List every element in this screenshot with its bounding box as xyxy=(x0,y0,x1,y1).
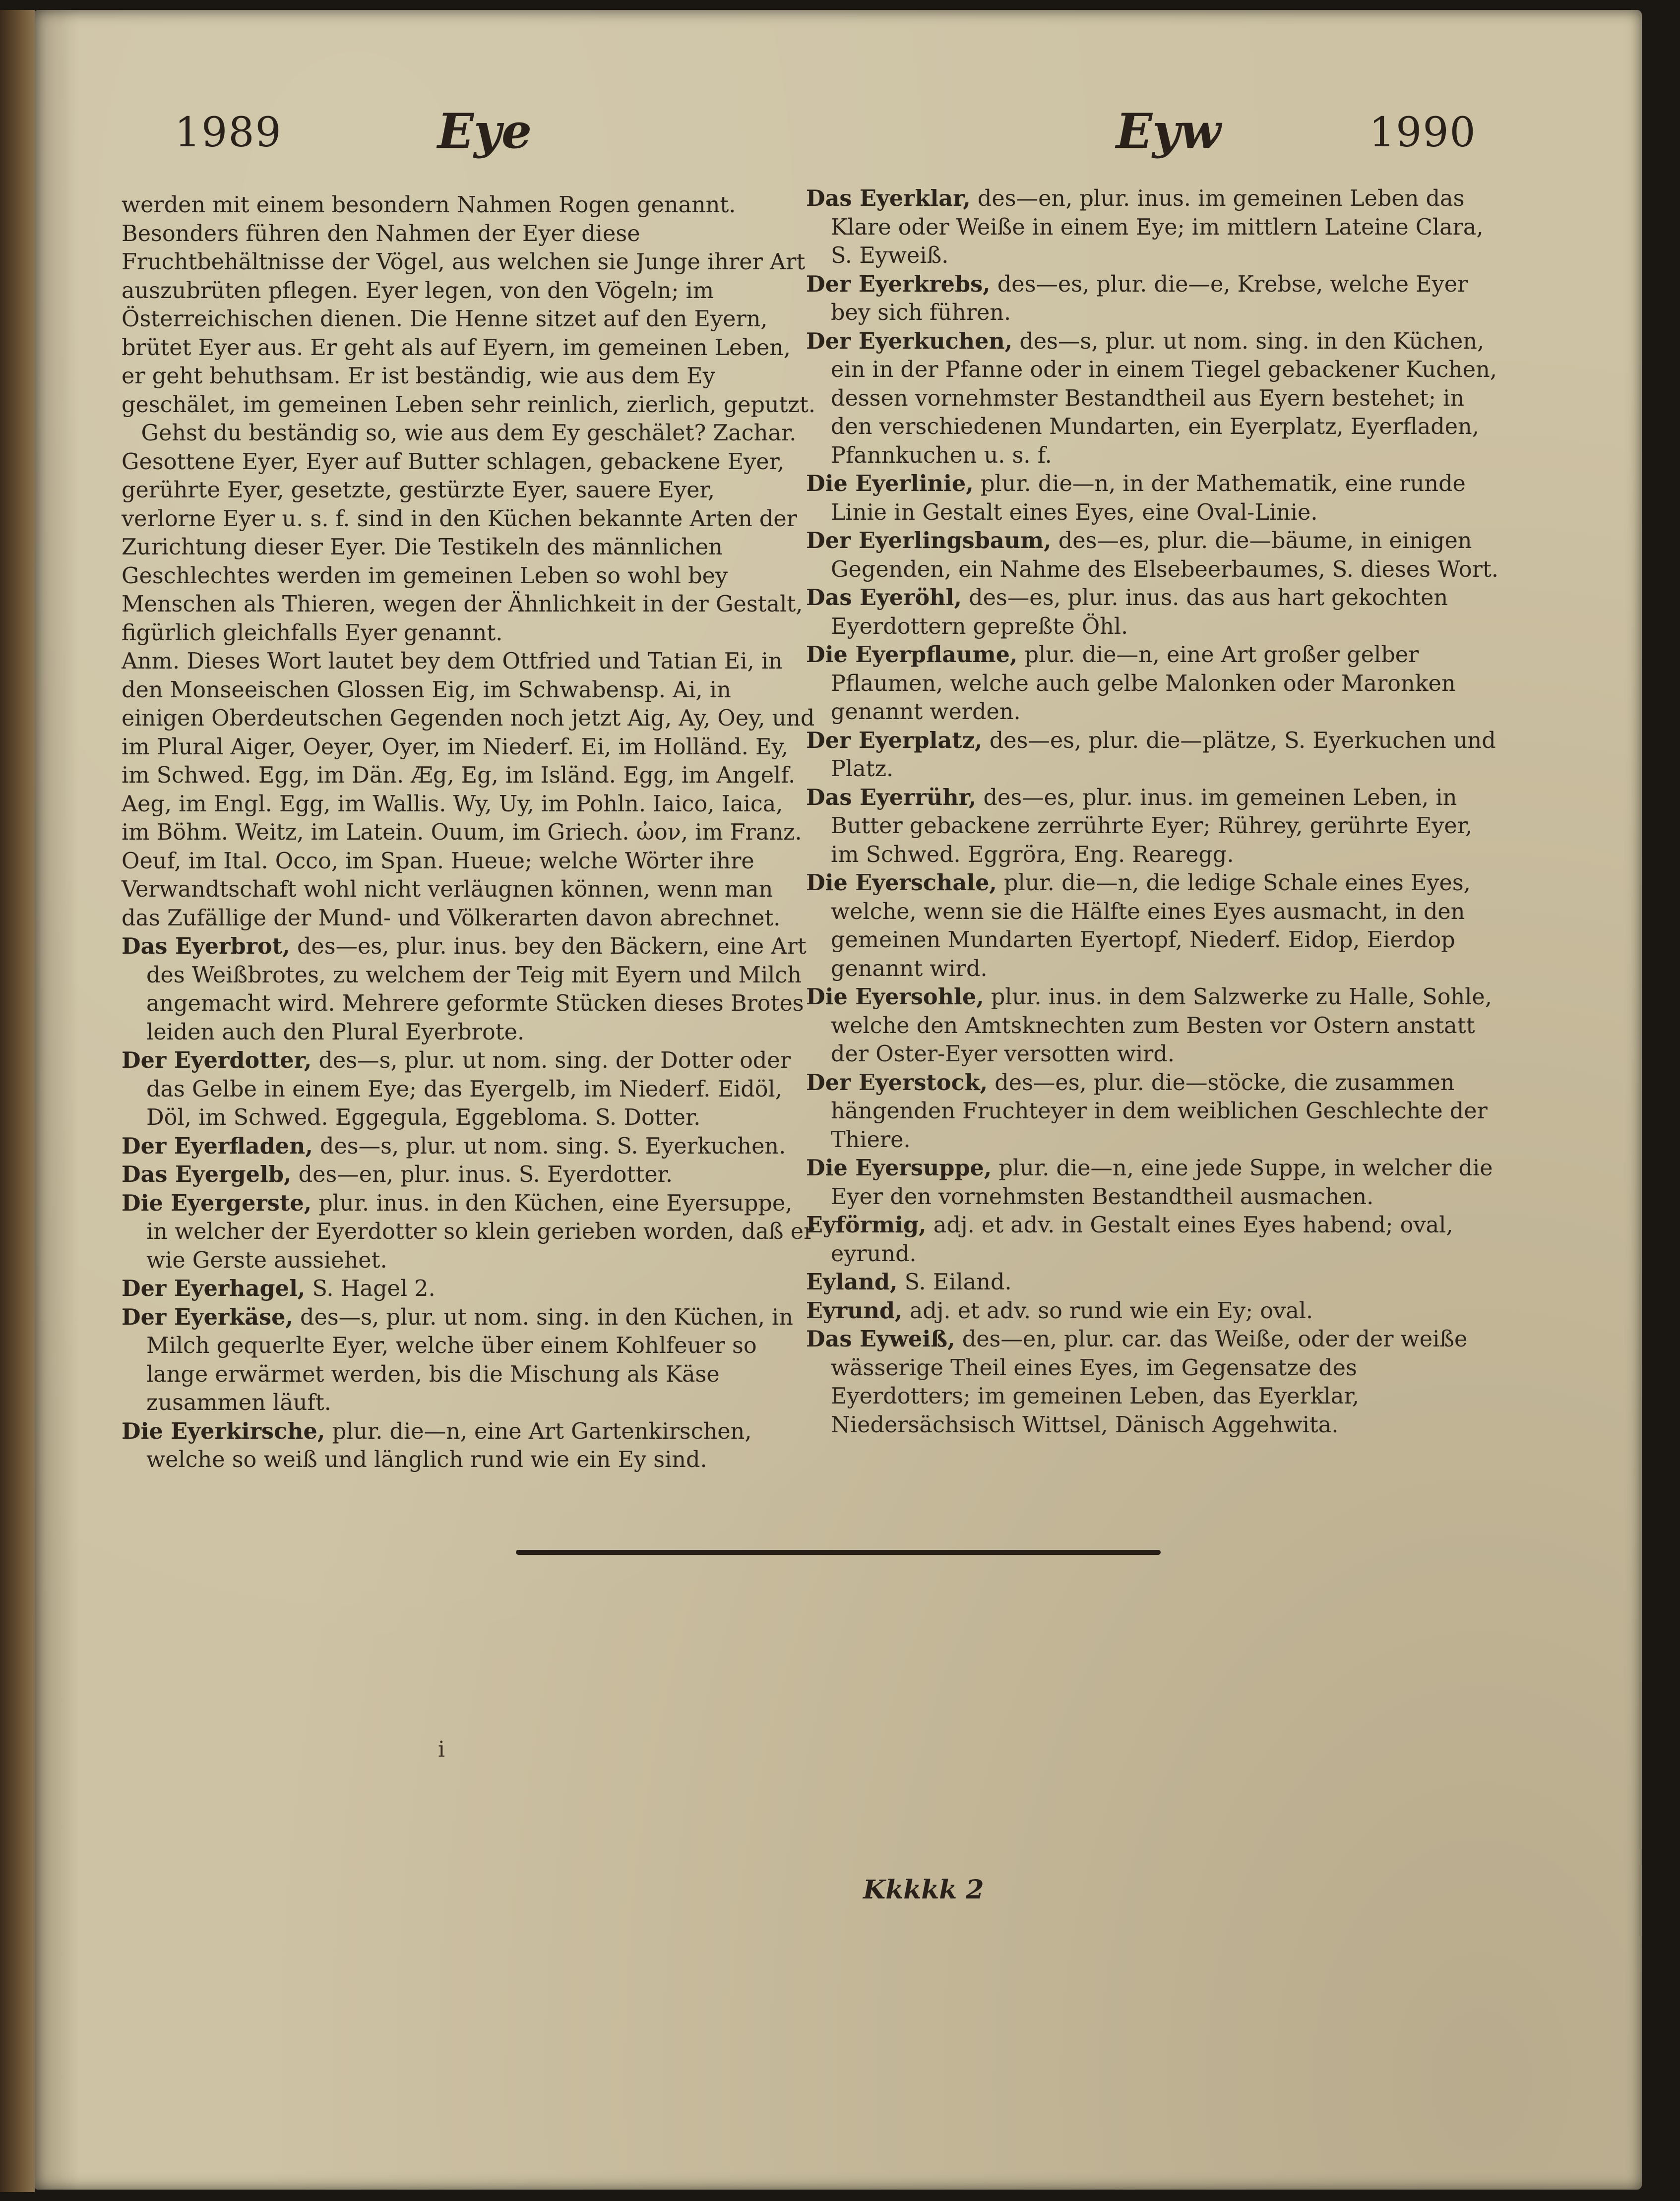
dictionary-entry xyxy=(806,1211,1500,1268)
entry-headword: Das Eyweiß, xyxy=(806,1326,955,1352)
book-page xyxy=(35,10,1642,2190)
dictionary-entry xyxy=(806,1069,1500,1155)
right-column xyxy=(806,184,1500,1439)
entry-definition: plur. die—n, eine Art Gartenkirschen, welche so weiß und länglich rund wie ein Ey sind. xyxy=(146,1418,752,1472)
entry-headword: Das Eyerbrot, xyxy=(122,933,290,959)
dictionary-entry xyxy=(806,641,1500,727)
entry-definition: plur. inus. in dem Salzwerke zu Halle, Sohle, welche den Amtsknechten zum Besten vor Ostern anstatt der Oster-Eyer versotten wird. xyxy=(831,984,1492,1067)
dictionary-entry xyxy=(806,784,1500,869)
entry-headword: Der Eyerstock, xyxy=(806,1069,988,1096)
entry-definition: des—es, plur. die—e, Krebse, welche Eyer bey sich führen. xyxy=(831,271,1468,325)
left-column xyxy=(122,191,816,1474)
entry-headword: Der Eyerplatz, xyxy=(806,727,983,753)
entry-headword: Der Eyerlingsbaum, xyxy=(806,528,1052,553)
dictionary-entry xyxy=(806,270,1500,327)
entry-headword: Der Eyerkrebs, xyxy=(806,271,991,297)
entry-definition: adj. et adv. so rund wie ein Ey; oval. xyxy=(902,1298,1313,1324)
entry-definition: S. Eiland. xyxy=(897,1270,1012,1295)
entry-definition: des—en, plur. inus. S. Eyerdotter. xyxy=(291,1162,673,1187)
entry-headword: Der Eyerkäse, xyxy=(122,1304,293,1330)
dictionary-entry xyxy=(806,470,1500,527)
dictionary-entry xyxy=(806,727,1500,784)
section-divider xyxy=(516,1550,1161,1555)
entry-definition: des—es, plur. inus. bey den Bäckern, eine Art des Weißbrotes, zu welchem der Teig mit Eyern und Milch angemacht wird. Mehrere geformte Stücken dieses Brotes leiden auch den Plural Eyerbrote. xyxy=(146,934,807,1045)
entry-headword: Der Eyerhagel, xyxy=(122,1276,306,1301)
entry-definition: S. Hagel 2. xyxy=(305,1276,436,1301)
entry-headword: Das Eyeröhl, xyxy=(806,585,962,611)
entry-definition: adj. et adv. in Gestalt eines Eyes habend; oval, eyrund. xyxy=(831,1213,1453,1267)
dictionary-entry xyxy=(806,184,1500,270)
signature-mark: Kkkkk 2 xyxy=(863,1875,984,1905)
entry-headword: Eyland, xyxy=(806,1269,898,1295)
entry-headword: Die Eyerpflaume, xyxy=(806,642,1018,668)
entry-headword: Die Eyersuppe, xyxy=(806,1155,992,1181)
entry-definition: des—es, plur. inus. im gemeinen Leben, in Butter gebackene zerrührte Eyer; Rührey, gerührte Eyer, im Schwed. Eggröra, Eng. Rearegg. xyxy=(831,785,1473,867)
entry-definition: des—s, plur. ut nom. sing. in den Küchen, ein in der Pfanne oder in einem Tiegel gebackener Kuchen, dessen vornehmster Bestandtheil aus Eyern bestehet; in den verschiedenen Mundarten, ein Eyerplatz, Eyerfladen, Pfannkuchen u. s. f. xyxy=(831,328,1497,468)
entry-headword: Das Eyergelb, xyxy=(122,1162,292,1187)
dictionary-entry xyxy=(122,1275,816,1303)
entry-definition: des—en, plur. car. das Weiße, oder der weiße wässerige Theil eines Eyes, im Gegensatze des Eyerdotters; im gemeinen Leben, das Eyerklar, Niedersächsisch Wittsel, Dänisch Aggehwita. xyxy=(831,1327,1468,1438)
dictionary-entry xyxy=(806,1297,1500,1326)
dictionary-entry xyxy=(806,1268,1500,1297)
dictionary-entry xyxy=(122,1303,816,1417)
dictionary-entry xyxy=(806,869,1500,983)
entry-headword: Das Eyerklar, xyxy=(806,185,971,211)
entry-headword: Der Eyerfladen, xyxy=(122,1133,313,1159)
entry-definition: plur. die—n, eine Art großer gelber Pflaumen, welche auch gelbe Malonken oder Maronken genannt werden. xyxy=(831,642,1456,725)
entry-definition: des—s, plur. ut nom. sing. in den Küchen, in Milch gequerlte Eyer, welche über einem Kohlfeuer so lange erwärmet werden, bis die Mischung als Käse zusammen läuft. xyxy=(146,1304,793,1415)
dictionary-entry xyxy=(122,1046,816,1132)
entry-definition: des—es, plur. die—bäume, in einigen Gegenden, ein Nahme des Elsebeerbaumes, S. dieses Wort. xyxy=(831,528,1498,582)
dictionary-entry xyxy=(122,1161,816,1189)
body-paragraph: Anm. Dieses Wort lautet bey dem Ottfried und Tatian Ei, in den Monseeischen Glossen Eig, im Schwabensp. Ai, in einigen Oberdeutschen Gegenden noch jetzt Aig, Ay, Oey, und im Plural Aiger, Oeyer, Oyer, im Niederf. Ei, im Holländ. Ey, im Schwed. Egg, im Dän. Æg, Eg, im Isländ. Egg, im Angelf. Aeg, im Engl. Egg, im Wallis. Wy, Uy, im Pohln. Iaico, Iaica, im Böhm. Weitz, im Latein. Ouum, im Griech. ὠον, im Franz. Oeuf, im Ital. Occo, im Span. Hueue; welche Wörter ihre Verwandtschaft wohl nicht verläugnen können, wenn man das Zufällige der Mund- und Völkerarten davon abrechnet. xyxy=(122,649,815,931)
dictionary-entry xyxy=(122,1132,816,1161)
entry-headword: Die Eyerkirsche, xyxy=(122,1418,325,1444)
dictionary-entry xyxy=(806,327,1500,470)
entry-definition: plur. die—n, in der Mathematik, eine runde Linie in Gestalt eines Eyes, eine Oval-Linie. xyxy=(831,471,1466,525)
entry-headword: Die Eyergerste, xyxy=(122,1190,312,1216)
dictionary-entry xyxy=(806,1325,1500,1439)
entry-definition: plur. inus. in den Küchen, eine Eyersuppe, in welcher der Eyerdotter so klein gerieben worden, daß er wie Gerste aussiehet. xyxy=(146,1190,814,1273)
stray-mark: i xyxy=(438,1737,445,1762)
dictionary-entry xyxy=(806,983,1500,1069)
dictionary-entry xyxy=(122,1417,816,1474)
dictionary-entry xyxy=(806,1154,1500,1211)
body-paragraph: werden mit einem besondern Nahmen Rogen genannt. Besonders führen den Nahmen der Eyer diese Fruchtbehältnisse der Vögel, aus welchen sie Junge ihrer Art auszubrüten pflegen. Eyer legen, von den Vögeln; im Österreichischen dienen. Die Henne sitzet auf den Eyern, brütet Eyer aus. Er geht als auf Eyern, im gemeinen Leben, er geht behuthsam. Er ist beständig, wie aus dem Ey geschälet, im gemeinen Leben sehr reinlich, zierlich, geputzt. xyxy=(122,192,816,418)
dictionary-entry xyxy=(806,527,1500,584)
right-page-number: 1990 xyxy=(1369,109,1477,156)
left-running-head: Eye xyxy=(437,103,532,159)
entry-definition: des—s, plur. ut nom. sing. S. Eyerkuchen. xyxy=(312,1133,786,1159)
entry-definition: des—es, plur. die—plätze, S. Eyerkuchen und Platz. xyxy=(831,728,1496,782)
dictionary-entry xyxy=(122,932,816,1046)
entry-definition: plur. die—n, eine jede Suppe, in welcher die Eyer den vornehmsten Bestandtheil ausmachen. xyxy=(831,1156,1493,1210)
entry-headword: Eyrund, xyxy=(806,1297,903,1324)
entry-headword: Der Eyerdotter, xyxy=(122,1047,312,1073)
quotation: Gehst du beständig so, wie aus dem Ey geschälet? Zachar. xyxy=(141,421,797,446)
entry-headword: Die Eyersohle, xyxy=(806,984,984,1010)
right-running-head: Eyw xyxy=(1116,103,1221,159)
entry-definition: plur. die—n, die ledige Schale eines Eyes, welche, wenn sie die Hälfte eines Eyes ausmacht, in den gemeinen Mundarten Eyertopf, Niederf. Eidop, Eierdop genannt wird. xyxy=(831,870,1471,981)
entry-definition: des—en, plur. inus. im gemeinen Leben das Klare oder Weiße in einem Eye; im mittlern Lateine Clara, S. Eyweiß. xyxy=(831,186,1484,268)
entry-headword: Die Eyerschale, xyxy=(806,870,997,896)
entry-headword: Der Eyerkuchen, xyxy=(806,328,1013,354)
entry-headword: Eyförmig, xyxy=(806,1212,927,1238)
entry-definition: des—es, plur. die—stöcke, die zusammen hängenden Fruchteyer in dem weiblichen Geschlechte der Thiere. xyxy=(831,1070,1488,1153)
left-page-number: 1989 xyxy=(175,109,282,156)
entry-headword: Das Eyerrühr, xyxy=(806,784,977,810)
dictionary-entry xyxy=(122,1189,816,1275)
binding-edge xyxy=(0,10,35,2192)
entry-definition: des—s, plur. ut nom. sing. der Dotter oder das Gelbe in einem Eye; das Eyergelb, im Niederf. Eidöl, Döl, im Schwed. Eggegula, Eggebloma. S. Dotter. xyxy=(146,1048,791,1130)
entry-definition: des—es, plur. inus. das aus hart gekochten Eyerdottern gepreßte Öhl. xyxy=(831,585,1448,639)
dictionary-entry xyxy=(806,584,1500,641)
body-paragraph: Gesottene Eyer, Eyer auf Butter schlagen, gebackene Eyer, gerührte Eyer, gesetzte, gestürzte Eyer, sauere Eyer, verlorne Eyer u. s. f. sind in den Küchen bekannte Arten der Zurichtung dieser Eyer. Die Testikeln des männlichen Geschlechtes werden im gemeinen Leben so wohl bey Menschen als Thieren, wegen der Ähnlichkeit in der Gestalt, figürlich gleichfalls Eyer genannt. xyxy=(122,449,803,646)
entry-headword: Die Eyerlinie, xyxy=(806,471,974,496)
